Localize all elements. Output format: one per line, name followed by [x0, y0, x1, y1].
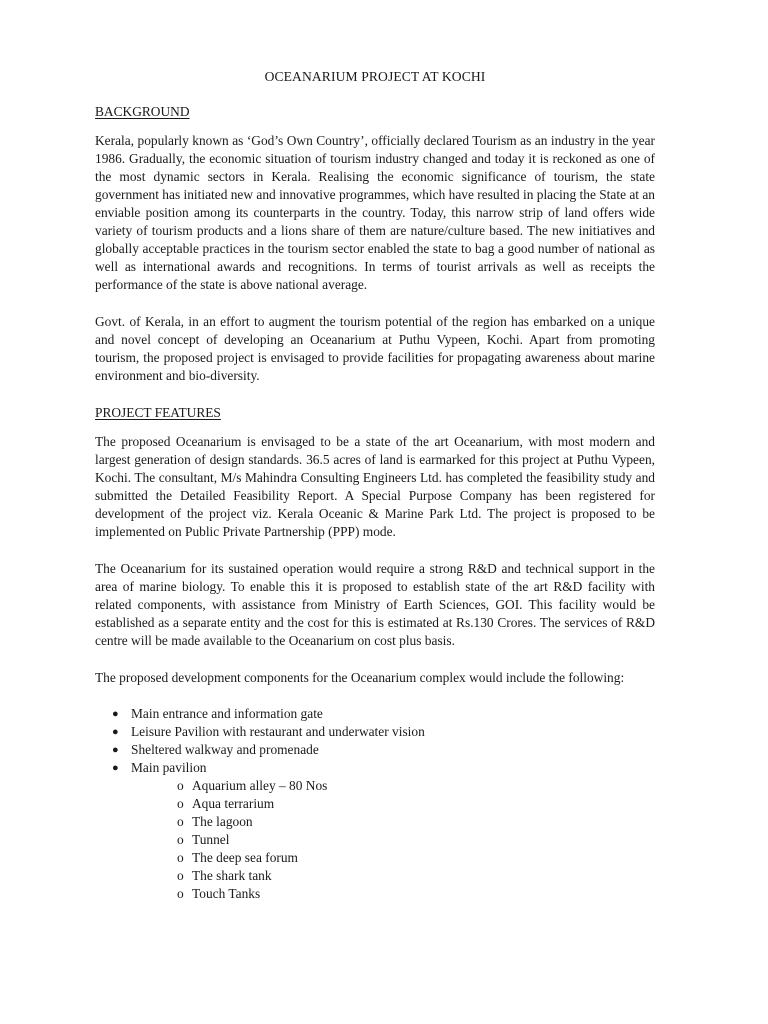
sub-list-item-text: The deep sea forum — [192, 850, 298, 865]
sub-list-item-text: Aquarium alley – 80 Nos — [192, 778, 328, 793]
features-paragraph: The proposed Oceanarium is envisaged to be a state of the art Oceanarium, with most modern and largest generation of design standards. 36.5 acres of land is earmarked for this project at Puthu Vypeen, Kochi. The consultant, M/s Mahindra Consulting Engineers Ltd. has completed the feasibility study and submitted the Detailed Feasibility Report. A Special Purpose Company has been registered for development of the project viz. Kerala Oceanic & Marine Park Ltd. The project is proposed to be implemented on Public Private Partnership (PPP) mode. — [95, 434, 655, 539]
sub-list-item — [177, 849, 655, 867]
sub-list-item — [177, 867, 655, 885]
main-pavilion-sublist — [131, 777, 655, 903]
background-paragraph: Kerala, popularly known as ‘God’s Own Country’, officially declared Tourism as an industry in the year 1986. Gradually, the economic situation of tourism industry changed and today it is reckoned as one of the most dynamic sectors in Kerala. Realising the economic significance of tourism, the state government has initiated new and innovative programmes, which have resulted in placing the State at an enviable position among its counterparts in the country. Today, this narrow strip of land offers wide variety of tourism products and a lions share of them are nature/culture based. The new initiatives and globally acceptable practices in the tourism sector enabled the state to bag a good number of national as well as international awards and recognitions. In terms of tourist arrivals as well as receipts the performance of the state is above national average. — [95, 133, 656, 292]
circle-bullet-icon: o — [177, 850, 184, 865]
circle-bullet-icon: o — [177, 796, 184, 811]
list-item-text: Main pavilion — [131, 760, 207, 775]
background-heading: BACKGROUND — [95, 104, 190, 119]
sub-list-item — [177, 813, 655, 831]
bullet-icon: ● — [112, 744, 119, 756]
features-paragraph: The proposed development components for the Oceanarium complex would include the following: — [95, 670, 625, 685]
background-paragraph: Govt. of Kerala, in an effort to augment the tourism potential of the region has embarked on a unique and novel concept of developing an Oceanarium at Puthu Vypeen, Kochi. Apart from promoting tourism, the proposed project is envisaged to provide facilities for propagating awareness about marine environment and bio-diversity. — [95, 314, 655, 383]
sub-list-item-text: Touch Tanks — [192, 886, 261, 901]
bullet-icon: ● — [112, 726, 119, 738]
sub-list-item-text: The lagoon — [192, 814, 253, 829]
circle-bullet-icon: o — [177, 832, 184, 847]
sub-list-item — [177, 885, 655, 903]
sub-list-item — [177, 777, 655, 795]
circle-bullet-icon: o — [177, 868, 184, 883]
list-item-text: Sheltered walkway and promenade — [131, 742, 319, 757]
list-item — [112, 741, 655, 759]
circle-bullet-icon: o — [177, 778, 184, 793]
sub-list-item — [177, 831, 655, 849]
bullet-icon: ● — [112, 762, 119, 774]
sub-list-item-text: Tunnel — [192, 832, 230, 847]
sub-list-item-text: The shark tank — [192, 868, 272, 883]
sub-list-item-text: Aqua terrarium — [192, 796, 275, 811]
document-title: OCEANARIUM PROJECT AT KOCHI — [264, 69, 486, 84]
list-item — [112, 705, 655, 723]
features-paragraph: The Oceanarium for its sustained operation would require a strong R&D and technical support in the area of marine biology. To enable this it is proposed to establish state of the art R&D facility with related components, with assistance from Ministry of Earth Sciences, GOI. This facility would be established as a separate entity and the cost for this is estimated at Rs.130 Crores. The services of R&D centre will be made available to the Oceanarium on cost plus basis. — [95, 561, 655, 648]
components-list — [95, 705, 655, 903]
project-features-heading: PROJECT FEATURES — [95, 405, 221, 420]
list-item — [112, 723, 655, 741]
document-page — [95, 68, 655, 903]
bullet-icon: ● — [112, 708, 119, 720]
sub-list-item — [177, 795, 655, 813]
circle-bullet-icon: o — [177, 886, 184, 901]
list-item-text: Leisure Pavilion with restaurant and underwater vision — [131, 724, 425, 739]
list-item — [112, 759, 655, 903]
list-item-text: Main entrance and information gate — [131, 706, 323, 721]
circle-bullet-icon: o — [177, 814, 184, 829]
